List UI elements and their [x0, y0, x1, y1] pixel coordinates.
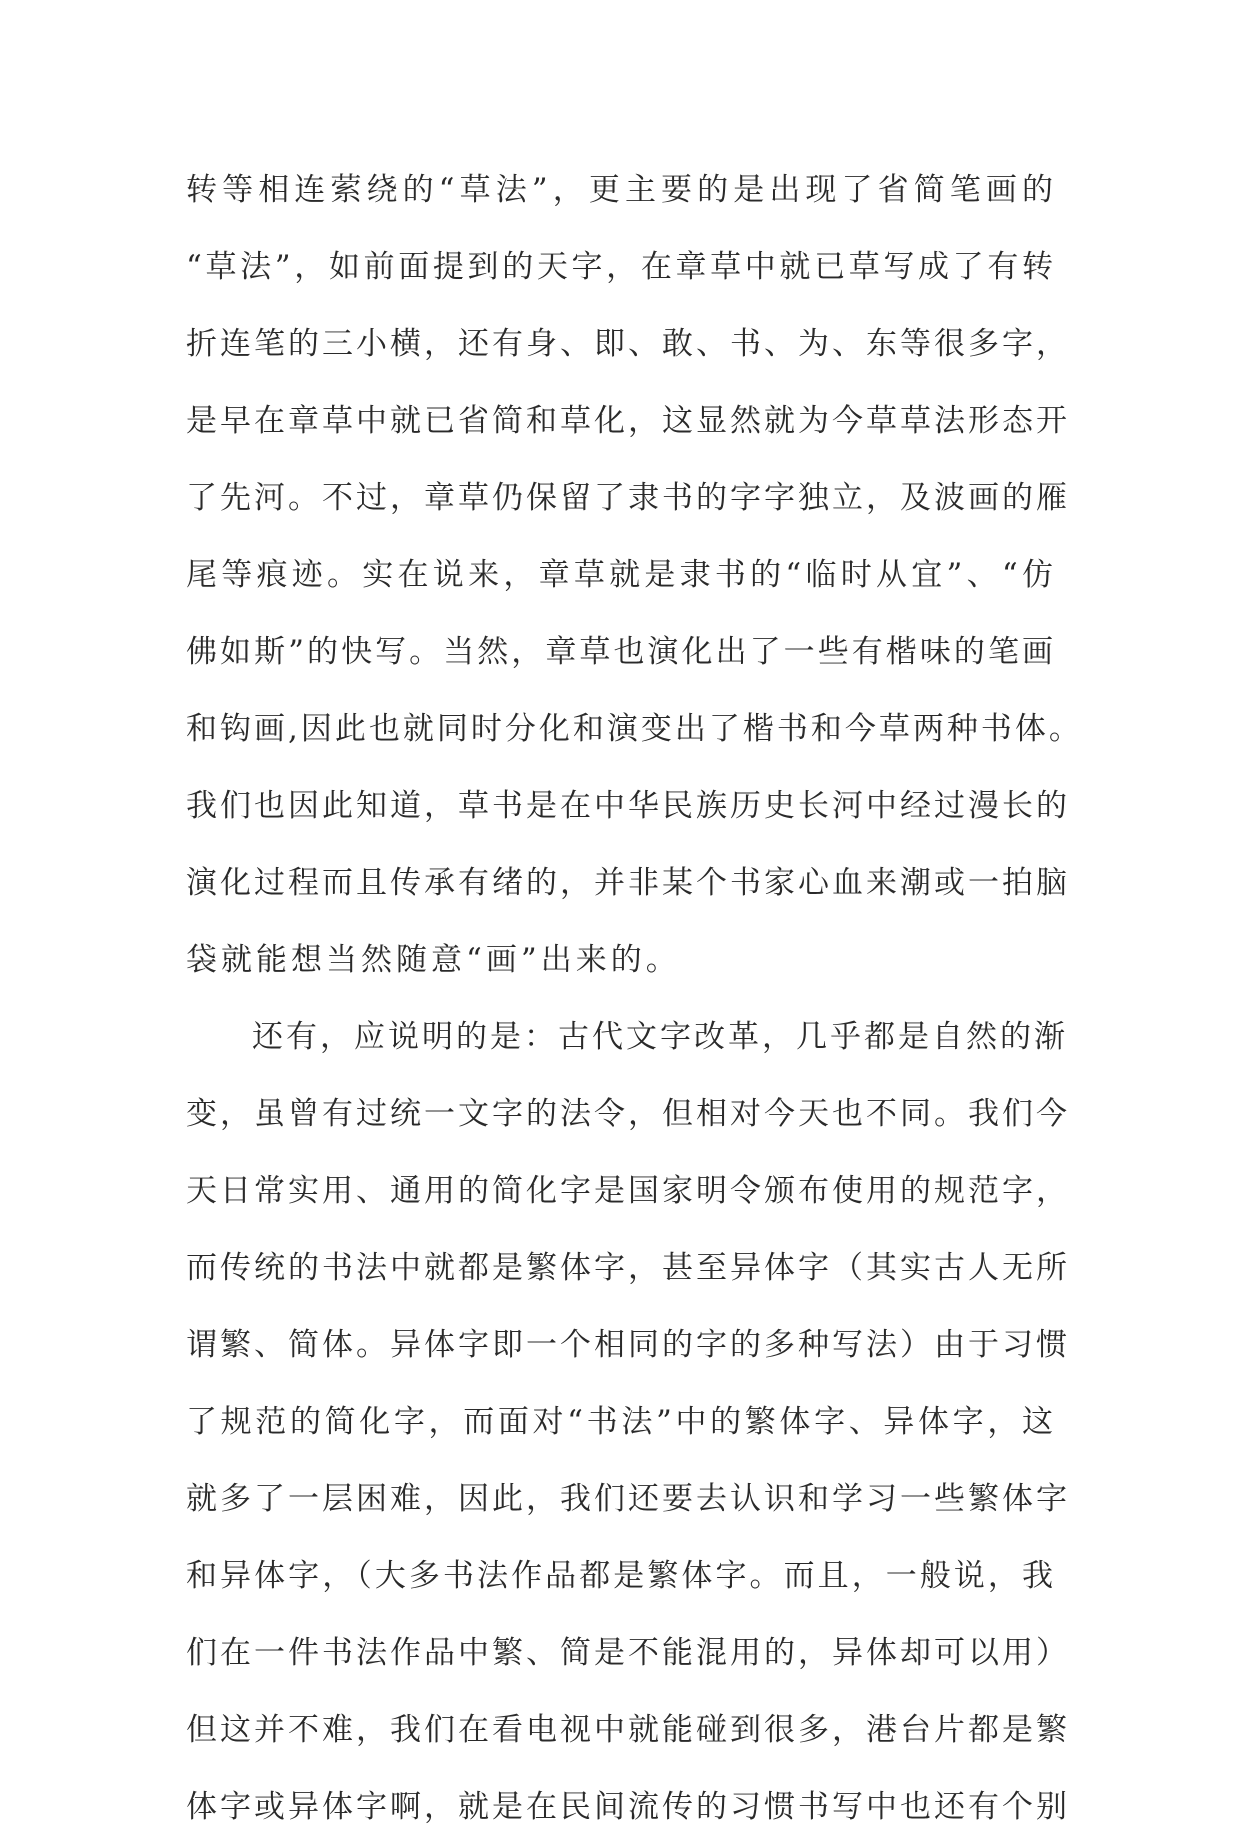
- text-line: 佛如斯”的快写。当然，章草也演化出了一些有楷味的笔画: [186, 634, 1056, 670]
- text-line: 们在一件书法作品中繁、简是不能混用的，异体却可以用）: [186, 1635, 1070, 1671]
- text-line: 变，虽曾有过统一文字的法令，但相对今天也不同。我们今: [186, 1096, 1070, 1132]
- text-line: 天日常实用、通用的简化字是国家明令颁布使用的规范字，: [186, 1173, 1070, 1209]
- text-line: 我们也因此知道，草书是在中华民族历史长河中经过漫长的: [186, 788, 1070, 824]
- text-line: 但这并不难，我们在看电视中就能碰到很多，港台片都是繁: [186, 1712, 1070, 1748]
- paragraph-2: [186, 999, 1070, 1846]
- text-line: 和钩画,因此也就同时分化和演变出了楷书和今草两种书体。: [186, 711, 1083, 747]
- text-line: 演化过程而且传承有绪的，并非某个书家心血来潮或一拍脑: [186, 865, 1070, 901]
- text-line: 还有，应说明的是：古代文字改革，几乎都是自然的渐: [252, 1019, 1068, 1055]
- text-line: 谓繁、简体。异体字即一个相同的字的多种写法）由于习惯: [186, 1327, 1070, 1363]
- text-line: 了先河。不过，章草仍保留了隶书的字字独立，及波画的雁: [186, 480, 1070, 516]
- text-line: 是早在章草中就已省简和草化，这显然就为今草草法形态开: [186, 403, 1070, 439]
- text-line: 转等相连萦绕的“草法”，更主要的是出现了省简笔画的: [186, 172, 1056, 208]
- text-line: 和异体字，（大多书法作品都是繁体字。而且，一般说，我: [186, 1558, 1056, 1594]
- body-text: [186, 152, 1083, 1846]
- text-line: 折连笔的三小横，还有身、即、敢、书、为、东等很多字，: [186, 326, 1070, 362]
- text-line: 就多了一层困难，因此，我们还要去认识和学习一些繁体字: [186, 1481, 1070, 1517]
- text-line: 尾等痕迹。实在说来，章草就是隶书的“临时从宜”、“仿: [186, 557, 1056, 593]
- text-line: 袋就能想当然随意“画”出来的。: [186, 942, 681, 978]
- text-line: 而传统的书法中就都是繁体字，甚至异体字（其实古人无所: [186, 1250, 1070, 1286]
- text-line: “草法”，如前面提到的天字，在章草中就已草写成了有转: [186, 249, 1056, 285]
- paragraph-1: [186, 152, 1083, 999]
- text-line: 体字或异体字啊，就是在民间流传的习惯书写中也还有个别: [186, 1789, 1070, 1825]
- text-line: 了规范的简化字，而面对“书法”中的繁体字、异体字，这: [186, 1404, 1056, 1440]
